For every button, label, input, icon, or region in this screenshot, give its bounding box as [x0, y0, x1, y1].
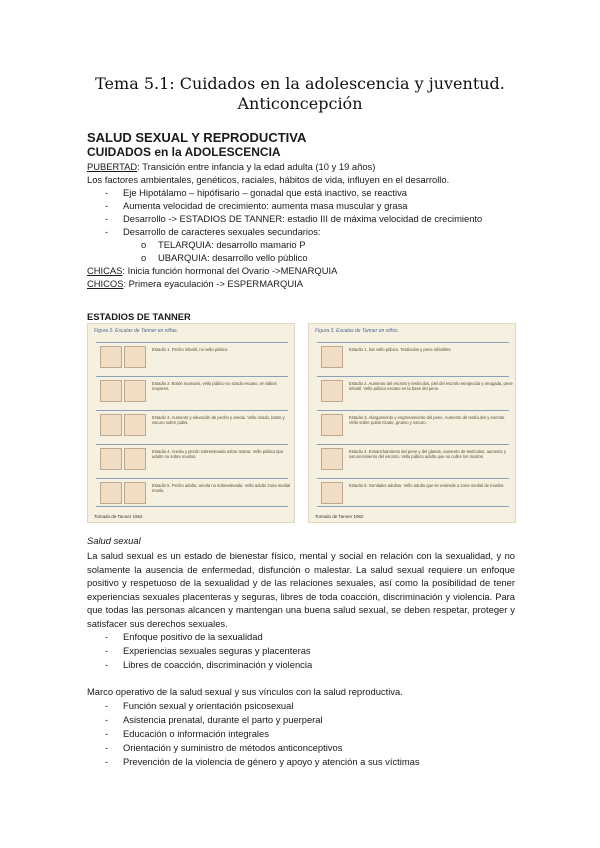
dash-marker: -: [105, 714, 109, 725]
circle-marker: o: [141, 239, 147, 250]
dash-marker: -: [105, 756, 109, 767]
figure-row: [96, 444, 288, 472]
figure-row-text: Estadio 1. Pecho infantil, no vello púbico.: [152, 347, 229, 352]
figure-row: [317, 342, 509, 370]
dash-marker: -: [105, 700, 109, 711]
pubertad-text: : Transición entre infancia y la edad adulta (10 y 19 años): [137, 161, 376, 172]
figure-row-text: Estadio 3. Aumento y elevación de pecho y areola. Vello rizado, basto y oscuro sobre pubis.: [152, 415, 285, 425]
dash-marker: -: [105, 226, 109, 237]
salud-sexual-heading: Salud sexual: [87, 535, 141, 546]
figure-row-text: Estadio 5. Genitales adultos. Vello adulto que se extiende a zona medial de muslos.: [349, 483, 505, 488]
bullet-text: Función sexual y orientación psicosexual: [123, 700, 294, 711]
chicos-text: : Primera eyaculación -> ESPERMARQUIA: [123, 278, 303, 289]
figure-footer: Tomado de Tanner 1962: [94, 514, 143, 519]
figure-row-text: Estadio 4. Areola y pezón sobreelevado sobre mama. Vello púbico tipo adulto no sobre muslos.: [152, 449, 284, 459]
title-line-2: Anticoncepción: [237, 94, 363, 113]
chicas-line: [87, 264, 337, 277]
figure-row-text: Estadio 2. Botón mamario, vello púbico no rizado escaso, en labios mayores.: [152, 381, 277, 391]
dash-marker: -: [105, 200, 109, 211]
tanner-illustration-icon: [124, 414, 146, 436]
dash-marker: -: [105, 213, 109, 224]
chicos-label: CHICOS: [87, 278, 124, 289]
tanner-illustration-icon: [100, 414, 122, 436]
dash-marker: -: [105, 728, 109, 739]
figure-caption: Figura 3. Escalas de Tanner en niños.: [315, 328, 400, 334]
bullet-text: Desarrollo -> ESTADIOS DE TANNER: estadio III de máxima velocidad de crecimiento: [123, 213, 483, 224]
figure-row: [317, 444, 509, 472]
chicas-label: CHICAS: [87, 265, 123, 276]
pubertad-line: [87, 160, 375, 173]
figure-row-text: Estadio 4. Ensanchamiento del pene y del glande, aumento de testículos, aumento y oscurecimiento del escroto. Vello púbico adulto que no cubre los muslos.: [349, 449, 507, 459]
chicos-line: [87, 277, 303, 290]
bullet-text: Educación o información integrales: [123, 728, 269, 739]
sub-bullet-text: UBARQUIA: desarrollo vello público: [158, 252, 308, 263]
tanner-illustration-icon: [100, 346, 122, 368]
bullet-text: Desarrollo de caracteres sexuales secundarios:: [123, 226, 321, 237]
tanner-figure-girls: [87, 323, 295, 523]
bullet-text: Eje Hipotálamo – hipófisario – gonadal que está inactivo, se reactiva: [123, 187, 408, 198]
figure-row: [317, 410, 509, 438]
page-title: [0, 74, 600, 114]
figure-footer: Tomado de Tanner 1962: [315, 514, 364, 519]
tanner-illustration-icon: [321, 380, 343, 402]
tanner-heading: ESTADIOS DE TANNER: [87, 311, 191, 322]
dash-marker: -: [105, 659, 109, 670]
dash-marker: -: [105, 631, 109, 642]
tanner-illustration-icon: [321, 482, 343, 504]
tanner-illustration-icon: [321, 448, 343, 470]
figure-row-text: Estadio 3. Alargamiento y engrosamiento del pene. Aumento de testículos y escroto. Vello sobre pubis rizado, grueso y oscuro.: [349, 415, 506, 425]
figure-row: [317, 376, 513, 404]
tanner-illustration-icon: [321, 414, 343, 436]
figure-row: [96, 342, 288, 370]
bullet-text: Orientación y suministro de métodos anticonceptivos: [123, 742, 343, 753]
figure-row-text: Estadio 1. Sin vello púbico. Testículos y pene infantiles.: [349, 347, 452, 352]
bullet-text: Asistencia prenatal, durante el parto y puerperal: [123, 714, 323, 725]
pubertad-label: PUBERTAD: [87, 161, 138, 172]
tanner-figure-boys: [308, 323, 516, 523]
figure-row-text: Estadio 2. Aumento del escroto y testículos, piel del escroto enrojecida y arrugada, pene infantil. Vello púbico escaso en la base del pene.: [349, 381, 513, 391]
section-heading: SALUD SEXUAL Y REPRODUCTIVA: [87, 130, 307, 145]
factores-line: Los factores ambientales, genéticos, raciales, hábitos de vida, influyen en el desarrollo.: [87, 174, 450, 185]
tanner-illustration-icon: [124, 346, 146, 368]
section-subheading: CUIDADOS en la ADOLESCENCIA: [87, 145, 281, 159]
bullet-text: Prevención de la violencia de género y apoyo y atención a sus víctimas: [123, 756, 420, 767]
bullet-text: Libres de coacción, discriminación y violencia: [123, 659, 313, 670]
tanner-illustration-icon: [321, 346, 343, 368]
circle-marker: o: [141, 252, 147, 263]
salud-sexual-paragraph: La salud sexual es un estado de bienestar físico, mental y social en relación con la sexualidad, y no solamente la ausencia de enfermedad, disfunción o malestar. La salud sexual requiere un enfoque positivo y respetuoso de la sexualidad y de las relaciones sexuales, así como la posibilidad de tener experiencias sexuales placenteras y seguras, libres de toda coacción, discriminación y violencia. Para que todas las personas alcancen y mantengan una buena salud sexual, se deben respetar, proteger y satisfacer sus derechos sexuales.: [87, 550, 515, 629]
tanner-illustration-icon: [100, 448, 122, 470]
bullet-text: Aumenta velocidad de crecimiento: aumenta masa muscular y grasa: [123, 200, 408, 211]
bullet-text: Enfoque positivo de la sexualidad: [123, 631, 263, 642]
sub-bullet-text: TELARQUIA: desarrollo mamario P: [158, 239, 306, 250]
chicas-text: : Inicia función hormonal del Ovario ->MENARQUIA: [122, 265, 338, 276]
figure-row-text: Estadio 5. Pecho adulto, areola no sobreelevada. Vello adulto zona medial muslo.: [152, 483, 291, 493]
bullet-text: Experiencias sexuales seguras y placenteras: [123, 645, 311, 656]
figure-caption: Figura 2. Escalas de Tanner en niñas.: [94, 328, 179, 334]
tanner-illustration-icon: [124, 380, 146, 402]
figure-row: [96, 410, 288, 438]
title-line-1: Tema 5.1: Cuidados en la adolescencia y juventud.: [95, 74, 505, 93]
tanner-illustration-icon: [100, 380, 122, 402]
tanner-illustration-icon: [124, 482, 146, 504]
figure-row: [317, 478, 509, 507]
dash-marker: -: [105, 742, 109, 753]
figure-row: [96, 376, 288, 404]
tanner-illustration-icon: [100, 482, 122, 504]
marco-intro: Marco operativo de la salud sexual y sus vínculos con la salud reproductiva.: [87, 686, 403, 697]
dash-marker: -: [105, 187, 109, 198]
dash-marker: -: [105, 645, 109, 656]
tanner-illustration-icon: [124, 448, 146, 470]
figure-row: [96, 478, 291, 507]
